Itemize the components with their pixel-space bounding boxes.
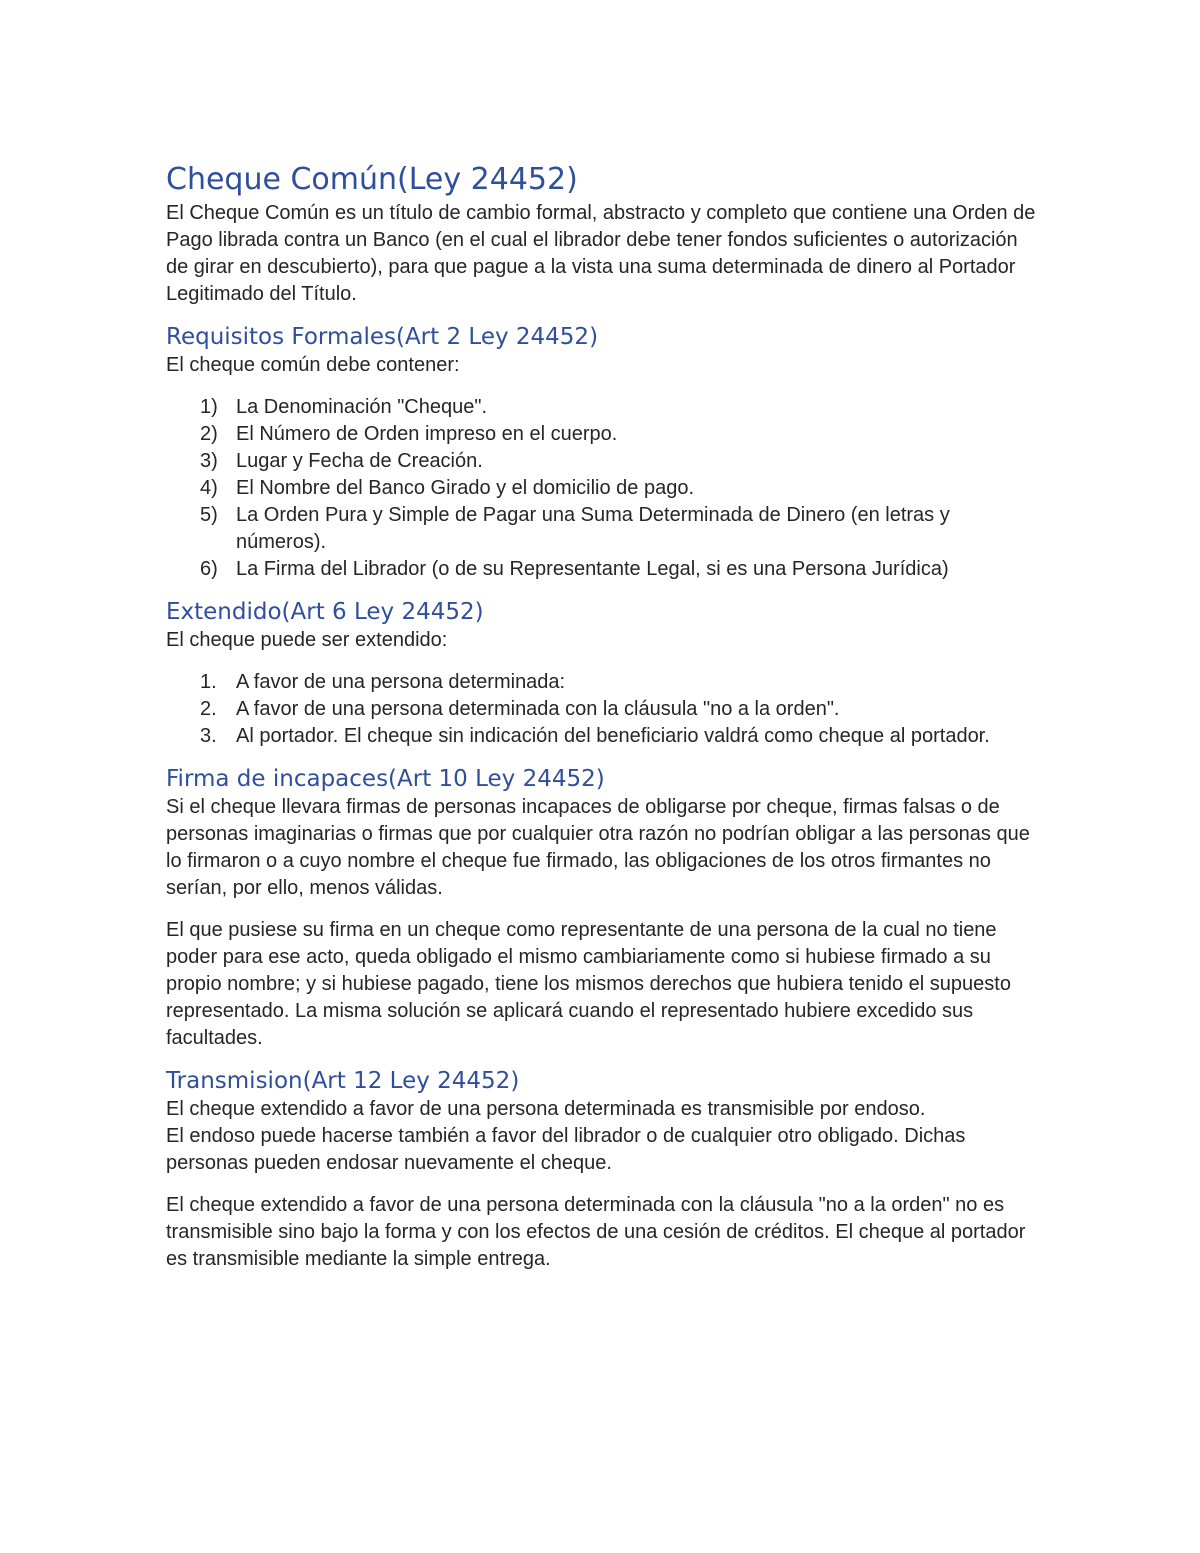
- extendido-list: [166, 669, 1036, 750]
- list-marker: 1): [200, 396, 218, 418]
- heading-extendido: Extendido(Art 6 Ley 24452): [166, 599, 484, 625]
- intro-paragraph: El Cheque Común es un título de cambio formal, abstracto y completo que contiene una Orden de Pago librada contra un Banco (en el cual el librador debe tener fondos suficientes o autorización de girar en descubierto), para que pague a la vista una suma determinada de dinero al Portador Legitimado del Título.: [166, 202, 1036, 305]
- list-marker: 3.: [200, 725, 217, 747]
- list-item: [166, 556, 1036, 583]
- transmision-line-1: El cheque extendido a favor de una persona determinada es transmisible por endoso.: [166, 1098, 926, 1120]
- section-requisitos: [166, 322, 1036, 583]
- section-extendido: [166, 597, 1036, 750]
- list-item-text: La Orden Pura y Simple de Pagar una Suma Determinada de Dinero (en letras y números).: [236, 504, 950, 553]
- transmision-line-2: El endoso puede hacerse también a favor del librador o de cualquier otro obligado. Dichas personas pueden endosar nuevamente el cheque.: [166, 1125, 966, 1174]
- requisitos-lead: El cheque común debe contener:: [166, 354, 460, 376]
- list-item: [166, 669, 1036, 696]
- heading-requisitos: Requisitos Formales(Art 2 Ley 24452): [166, 324, 599, 350]
- list-item-text: El Número de Orden impreso en el cuerpo.: [236, 423, 618, 445]
- list-marker: 3): [200, 450, 218, 472]
- list-item-text: El Nombre del Banco Girado y el domicilio de pago.: [236, 477, 695, 499]
- extendido-lead: El cheque puede ser extendido:: [166, 629, 448, 651]
- list-item-text: Al portador. El cheque sin indicación del beneficiario valdrá como cheque al portador.: [236, 725, 990, 747]
- section-transmision: [166, 1066, 1036, 1273]
- list-item-text: Lugar y Fecha de Creación.: [236, 450, 483, 472]
- heading-firma: Firma de incapaces(Art 10 Ley 24452): [166, 766, 605, 792]
- list-marker: 4): [200, 477, 218, 499]
- list-marker: 2.: [200, 698, 217, 720]
- requisitos-list: [166, 394, 1036, 583]
- list-item: [166, 723, 1036, 750]
- list-item-text: A favor de una persona determinada con la cláusula "no a la orden".: [236, 698, 840, 720]
- list-item: [166, 448, 1036, 475]
- firma-paragraph-1: Si el cheque llevara firmas de personas incapaces de obligarse por cheque, firmas falsas o de personas imaginarias o firmas que por cualquier otra razón no podrían obligar a las personas que lo firmaron o a cuyo nombre el cheque fue firmado, las obligaciones de los otros firmantes no serían, por ello, menos válidas.: [166, 796, 1030, 899]
- list-item: [166, 502, 1036, 556]
- document-title: Cheque Común(Ley 24452): [166, 162, 578, 197]
- document-body: [166, 160, 1036, 1273]
- firma-paragraph-2: El que pusiese su firma en un cheque como representante de una persona de la cual no tiene poder para ese acto, queda obligado el mismo cambiariamente como si hubiese firmado a su propio nombre; y si hubiese pagado, tiene los mismos derechos que hubiera tenido el supuesto representado. La misma solución se aplicará cuando el representado hubiere excedido sus facultades.: [166, 919, 1011, 1049]
- heading-transmision: Transmision(Art 12 Ley 24452): [166, 1068, 520, 1094]
- list-marker: 5): [200, 504, 218, 526]
- list-marker: 2): [200, 423, 218, 445]
- transmision-paragraph-2: El cheque extendido a favor de una persona determinada con la cláusula "no a la orden" no es transmisible sino bajo la forma y con los efectos de una cesión de créditos. El cheque al portador es transmisible mediante la simple entrega.: [166, 1194, 1026, 1270]
- list-item: [166, 696, 1036, 723]
- list-item-text: La Firma del Librador (o de su Representante Legal, si es una Persona Jurídica): [236, 558, 949, 580]
- list-item: [166, 475, 1036, 502]
- list-item-text: La Denominación "Cheque".: [236, 396, 488, 418]
- list-marker: 1.: [200, 671, 217, 693]
- list-item: [166, 421, 1036, 448]
- list-marker: 6): [200, 558, 218, 580]
- section-firma: [166, 764, 1036, 1052]
- list-item: [166, 394, 1036, 421]
- list-item-text: A favor de una persona determinada:: [236, 671, 566, 693]
